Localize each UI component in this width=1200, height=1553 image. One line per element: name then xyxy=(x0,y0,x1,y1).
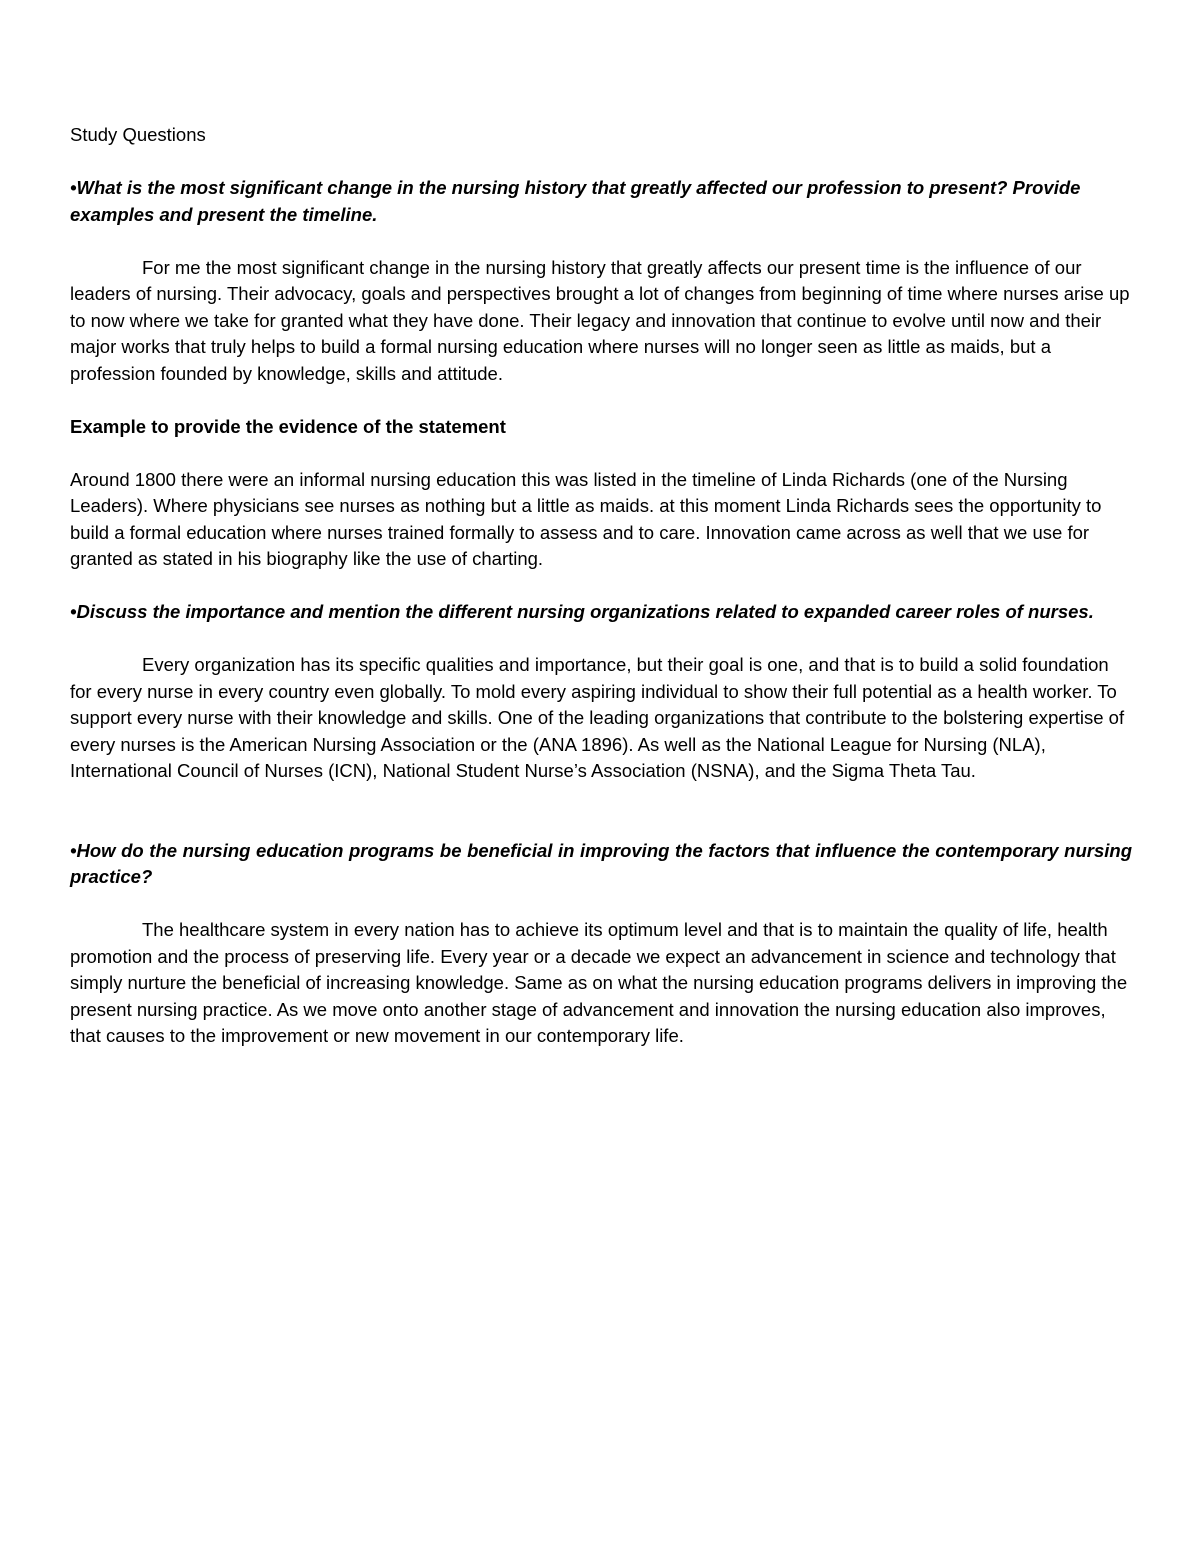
question-2: •Discuss the importance and mention the different nursing organizations related to expanded career roles of nurses. xyxy=(70,601,1094,622)
document-title: Study Questions xyxy=(70,124,206,145)
example-body: Around 1800 there were an informal nursing education this was listed in the timeline of Linda Richards (one of the Nursing Leaders). Where physicians see nurses as nothing but a little as maids. at this moment Linda Richards sees the opportunity to build a formal education where nurses trained formally to assess and to care. Innovation came across as well that we use for granted as stated in his biography like the use of charting. xyxy=(70,468,1102,569)
question-3: •How do the nursing education programs be beneficial in improving the factors that influence the contemporary nursing practice? xyxy=(70,839,1132,887)
answer-3: The healthcare system in every nation has to achieve its optimum level and that is to maintain the quality of life, health promotion and the process of preserving life. Every year or a decade we expect an advancement in science and technology that simply nurture the beneficial of increasing knowledge. Same as on what the nursing education programs delivers in improving the present nursing practice. As we move onto another stage of advancement and innovation the nursing education also improves, that causes to the improvement or new movement in our contemporary life. xyxy=(70,919,1128,1046)
answer-2: Every organization has its specific qualities and importance, but their goal is one, and that is to build a solid foundation for every nurse in every country even globally. To mold every aspiring individual to show their full potential as a health worker. To support every nurse with their knowledge and skills. One of the leading organizations that contribute to the bolstering expertise of every nurses is the American Nursing Association or the (ANA 1896). As well as the National League for Nursing (NLA), International Council of Nurses (ICN), National Student Nurse’s Association (NSNA), and the Sigma Theta Tau. xyxy=(70,654,1125,781)
document-body xyxy=(70,122,1132,1076)
question-1: •What is the most significant change in the nursing history that greatly affected our profession to present? Provide examples and present the timeline. xyxy=(70,177,1081,225)
answer-1: For me the most significant change in the nursing history that greatly affects our present time is the influence of our leaders of nursing. Their advocacy, goals and perspectives brought a lot of changes from beginning of time where nurses arise up to now where we take for granted what they have done. Their legacy and innovation that continue to evolve until now and their major works that truly helps to build a formal nursing education where nurses will no longer seen as little as maids, but a profession founded by knowledge, skills and attitude. xyxy=(70,256,1130,384)
example-heading: Example to provide the evidence of the statement xyxy=(70,415,506,437)
